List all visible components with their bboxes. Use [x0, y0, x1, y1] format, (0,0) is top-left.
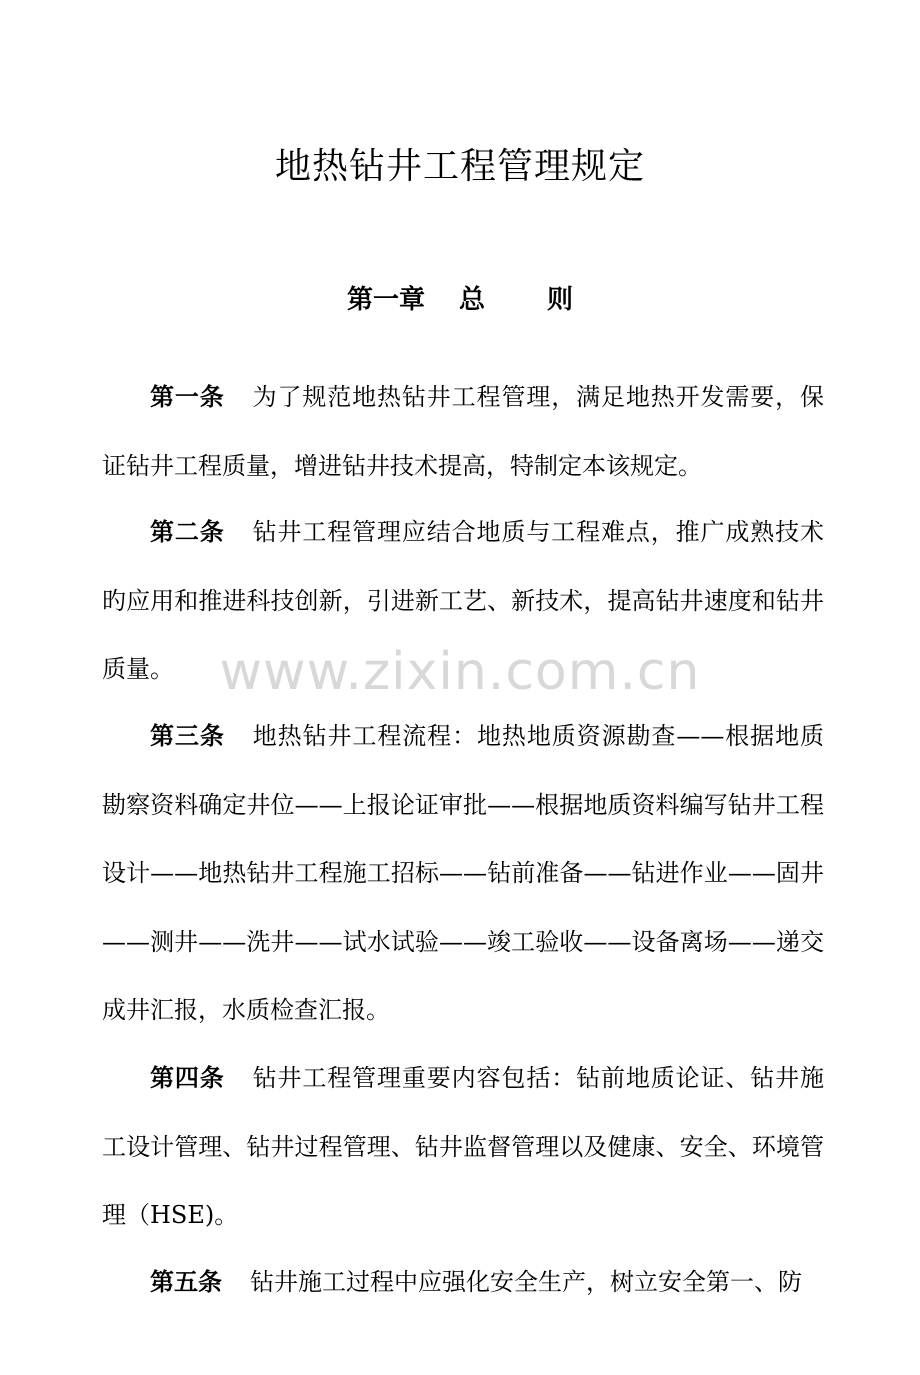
article-text: 为了规范地热钻井工程管理，满足地热开发需要，保证钻井工程质量，增进钻井技术提高，特制定本该规定。 — [102, 383, 824, 480]
article-label: 第五条 — [150, 1268, 222, 1296]
article-label: 第二条 — [150, 518, 225, 546]
article-2 — [102, 498, 824, 704]
chapter-heading — [0, 280, 920, 320]
chapter-name-part2: 则 — [547, 285, 574, 315]
chapter-name-part1: 总 — [458, 285, 485, 315]
article-label: 第四条 — [150, 1064, 225, 1092]
article-text: 钻井工程管理应结合地质与工程难点，推广成熟技术旳应用和推进科技创新，引进新工艺、新技术，提高钻井速度和钻井质量。 — [102, 518, 824, 683]
article-3 — [102, 702, 824, 1045]
article-text: 钻井工程管理重要内容包括：钻前地质论证、钻井施工设计管理、钻井过程管理、钻井监督管理以及健康、安全、环境管理（HSE)。 — [102, 1064, 824, 1229]
article-4 — [102, 1044, 824, 1250]
chapter-number: 第一章 — [346, 285, 425, 315]
document-title: 地热钻井工程管理规定 — [274, 146, 645, 187]
article-text: 地热钻井工程流程：地热地质资源勘查——根据地质勘察资料确定井位——上报论证审批——根据地质资料编写钻井工程设计——地热钻井工程施工招标——钻前准备——钻进作业——固井——测井——洗井——试水试验——竣工验收——设备离场——递交成井汇报，水质检查汇报。 — [102, 722, 824, 1024]
article-1 — [102, 363, 824, 500]
article-label: 第三条 — [150, 722, 225, 750]
article-5 — [102, 1248, 824, 1317]
article-text: 钻井施工过程中应强化安全生产，树立安全第一、防 — [250, 1268, 802, 1296]
article-label: 第一条 — [150, 383, 225, 411]
watermark: www.zixin.com.cn — [219, 642, 701, 702]
